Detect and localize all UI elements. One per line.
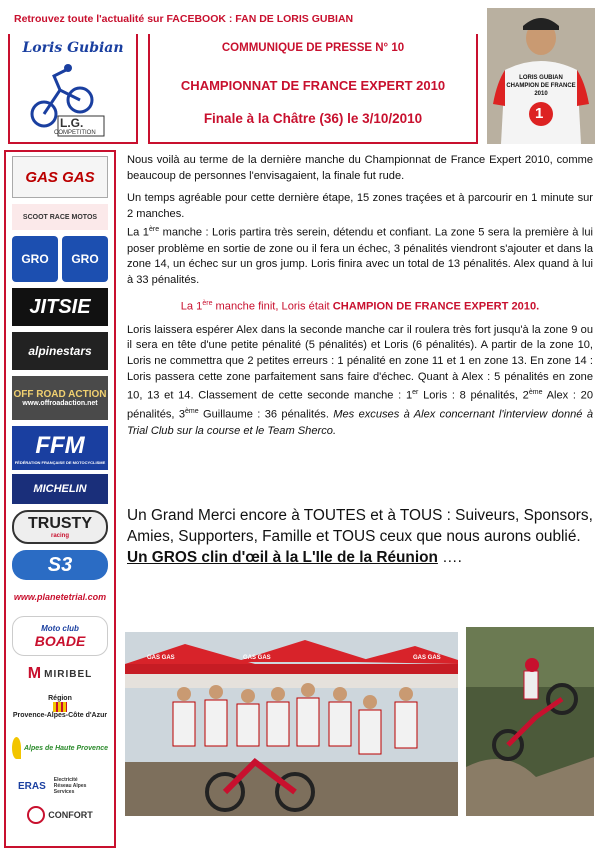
sponsor-moto-club-boade: Moto club BOADE: [12, 616, 108, 656]
loris-gubian-logo: [8, 34, 138, 144]
sponsor-jitsie: JITSIE: [12, 288, 108, 326]
championship-title: CHAMPIONNAT DE FRANCE EXPERT 2010: [180, 78, 446, 93]
facebook-banner: [0, 4, 484, 34]
paragraph-round2: Loris laissera espérer Alex dans la seconde manche car il roulera très fort jusqu'à la zone 9 ou il sera en tête d'une petite pénalité (5 pénalités) et Loris (6 pénalités). A partir de la zone 10, Loris ne commettra que 2 petites erreurs : 1 pénalité en zone 11 et 1 en zone 13. En zone 14 : Loris passera cette zone parfaitement sans faire d'échec. Quant à Alex : 5 pénalités en zone 10, 13 et 14. Classement de cette seconde manche : 1er Loris : 8 pénalités, 2ème Alex : 20 pénalités, 3ème Guillaume : 36 pénalités. Mes excuses à Alex concernant l'interview donné à Trial Club sur la course et le Team Sherco.: [127, 323, 593, 437]
event-location-date: Finale à la Châtre (36) le 3/10/2010: [203, 111, 423, 126]
sponsor-eras: ERAS Electricité Réseau Alpes Services: [18, 777, 87, 795]
shirt-line3: 2010: [534, 91, 548, 97]
sponsor-alpinestars: alpinestars: [12, 332, 108, 370]
sponsor-miribel: M MIRIBEL: [27, 665, 93, 682]
paragraph-round1: Un temps agréable pour cette dernière étape, 15 zones traçées et à parcourir en 1 minute sur 2 manches. La 1ère manche : Loris partira très serein, détendu et confiant. La zone 5 sera la première à lui poser problème en sortie de zone ou il fera un échec, 3 pénalités viendront s'ajouter et dans la zone 14, un échec sur un gros jump. Loris finira avec un total de 13 pénalités. Alex quand à lui à 33 pénalités.: [127, 192, 594, 286]
press-release-number: COMMUNIQUE DE PRESSE N° 10: [221, 42, 405, 54]
sponsor-ffm: FFM FÉDÉRATION FRANÇAISE DE MOTOCYCLISME: [12, 426, 108, 470]
sponsor-gro-1: GRO: [12, 236, 58, 282]
logo-letters: L.G.: [60, 116, 84, 130]
shirt-number: 1: [535, 105, 544, 122]
sponsor-offroadaction: OFF ROAD ACTION www.offroadaction.net: [12, 376, 108, 420]
logo-sub: COMPETITION: [54, 130, 96, 136]
sponsor-confort: CONFORT: [12, 802, 108, 828]
sponsor-scoot-race: SCOOT RACE MOTOS: [12, 204, 108, 230]
sponsor-gro-2: GRO: [62, 236, 108, 282]
champion-photo: [487, 8, 595, 144]
banner-text: Retrouvez toute l'actualité sur FACEBOOK : FAN DE LORIS GUBIAN: [14, 13, 354, 25]
sponsor-planetetrial: www.planetetrial.com: [13, 592, 107, 602]
logo-name: Loris Gubian: [22, 40, 124, 56]
sponsor-region-paca: Région Provence-Alpes-Côte d'Azur: [12, 695, 108, 719]
thanks-message: Un Grand Merci encore à TOUTES et à TOUS : Suiveurs, Sponsors, Amies, Supporters, Famille et TOUS ceux que nous aurons oublié. Un GROS clin d'œil à la L'Ile de la Réunion ….: [127, 507, 593, 566]
press-release-header: [148, 34, 478, 144]
paragraph-intro: Nous voilà au terme de la dernière manche du Championnat de France Expert 2010, comme beaucoup de personnes l'envisagaient, la finale fut rude.: [127, 154, 593, 182]
shirt-line2: CHAMPION DE FRANCE: [506, 83, 576, 89]
team-group-photo: [125, 632, 458, 816]
sponsor-trusty: TRUSTY racing: [12, 510, 108, 544]
sponsor-s3: S3: [12, 550, 108, 580]
tent-label-1: GAS GAS: [147, 655, 175, 661]
sponsor-alpes-haute-provence: Alpes de Haute Provence: [12, 730, 108, 766]
tent-label-2: GAS GAS: [243, 655, 271, 661]
shirt-line1: LORIS GUBIAN: [519, 75, 563, 81]
tent-label-3: GAS GAS: [413, 655, 441, 661]
champion-announcement: La 1ère manche finit, Loris était CHAMPION DE FRANCE EXPERT 2010.: [180, 300, 540, 314]
rider-action-photo: [466, 627, 594, 816]
sponsor-sidebar: [4, 150, 116, 848]
article-body: [127, 153, 593, 446]
reunion-shoutout: Un GROS clin d'œil à la L'Ile de la Réunion: [127, 549, 438, 566]
sponsor-gasgas: GAS GAS: [12, 156, 108, 198]
sponsor-michelin: MICHELIN: [12, 474, 108, 504]
